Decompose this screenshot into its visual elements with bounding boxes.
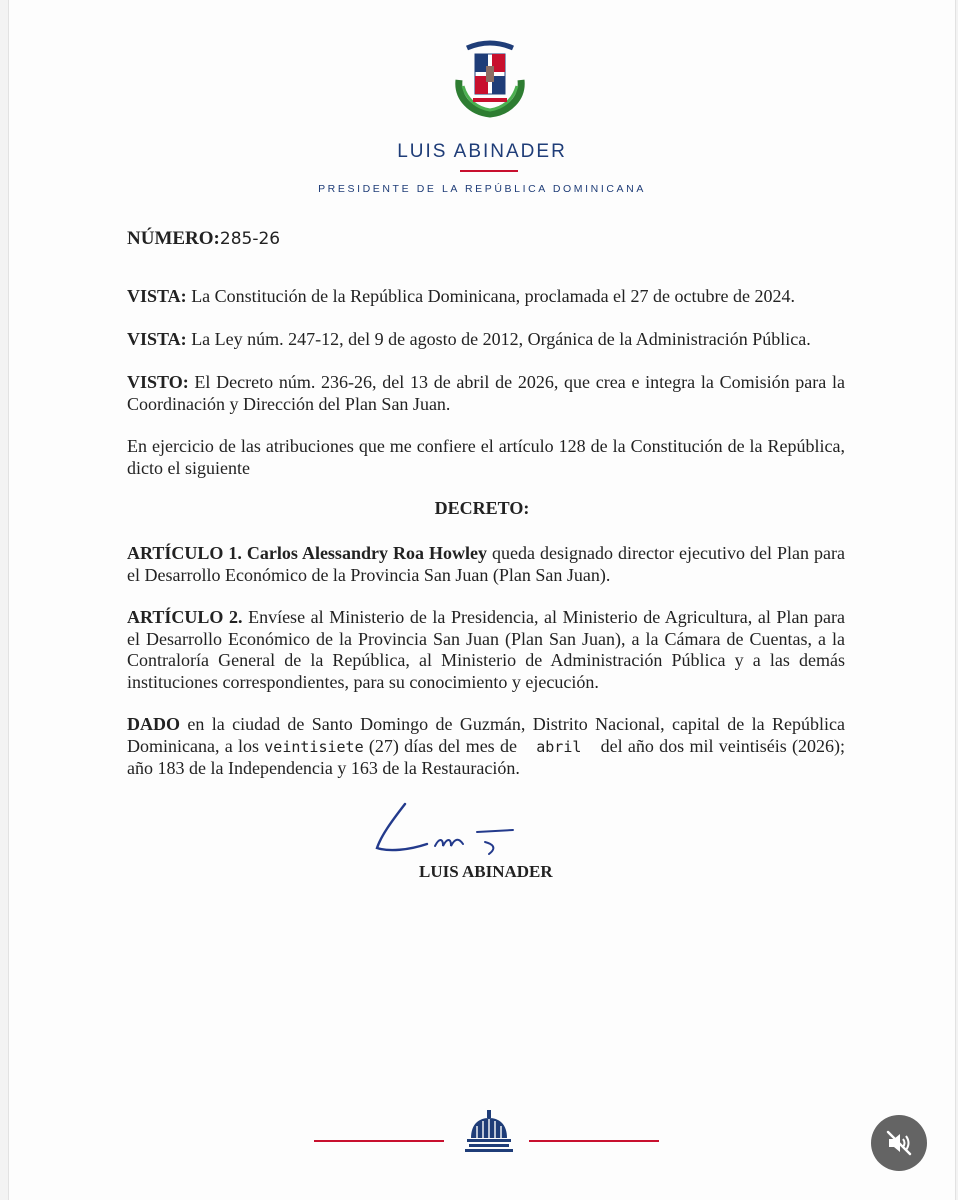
document-page — [8, 0, 956, 1200]
number-value: 285-26 — [219, 229, 281, 249]
mute-button[interactable] — [871, 1115, 927, 1171]
signature-icon — [373, 796, 523, 866]
article-1-text: queda designado director ejecutivo del Plan para el Desarrollo Económico de la Provincia San Juan (Plan San Juan). — [127, 543, 845, 585]
mute-icon — [884, 1128, 914, 1158]
visto — [127, 372, 845, 415]
decree-heading: DECRETO: — [434, 498, 530, 518]
article-2-text: Envíese al Ministerio de la Presidencia, al Ministerio de Agricultura, al Plan para el Desarrollo Económico de la Provincia San Juan (Plan San Juan), a la Cámara de Cuentas, a la Contraloría General de la República, al Ministerio de Administración Pública y a las demás instituciones correspondientes, para su conocimiento y ejecución. — [127, 607, 845, 692]
signatory-name: LUIS ABINADER — [419, 862, 553, 881]
coat-of-arms-icon — [449, 36, 531, 118]
preamble: En ejercicio de las atribuciones que me confiere el artículo 128 de la Constitución de la República, dicto el siguiente — [127, 436, 845, 478]
dado-text-1: en la ciudad de Santo Domingo de Guzmán, Distrito Nacional, capital de la República Dominicana, a los — [127, 714, 845, 756]
dado-text-3: del año dos mil veintiséis (2026); año 183 de la Independencia y 163 de la Restauración. — [127, 735, 845, 778]
header-name: LUIS ABINADER — [397, 141, 567, 162]
dado-text-2: días del mes de — [398, 735, 523, 756]
dado-month: abril — [536, 737, 582, 756]
vista-2-label: VISTA: — [127, 329, 187, 349]
header-title: PRESIDENTE DE LA REPÚBLICA DOMINICANA — [318, 183, 646, 195]
visto-label: VISTO: — [127, 372, 189, 392]
vista-2-text: La Ley núm. 247-12, del 9 de agosto de 2012, Orgánica de la Administración Pública. — [186, 329, 811, 349]
dado-day-words: veintisiete — [264, 737, 364, 756]
dado-label: DADO — [127, 714, 180, 734]
article-1 — [127, 543, 845, 586]
vista-1 — [127, 286, 845, 308]
dado-day-num: (27) — [363, 735, 399, 756]
vista-2 — [127, 329, 845, 351]
vista-1-label: VISTA: — [127, 286, 187, 306]
number-label: NÚMERO: — [127, 228, 220, 249]
footer-line-right — [529, 1140, 659, 1142]
article-2 — [127, 607, 845, 693]
header-divider — [460, 170, 518, 172]
vista-1-text: La Constitución de la República Dominicana, proclamada el 27 de octubre de 2024. — [186, 286, 795, 306]
article-1-label: ARTÍCULO 1. Carlos Alessandry Roa Howley — [127, 543, 487, 563]
decree-number — [127, 228, 280, 250]
footer-line-left — [314, 1140, 444, 1142]
visto-text: El Decreto núm. 236-26, del 13 de abril de 2026, que crea e integra la Comisión para la Coordinación y Dirección del Plan San Juan. — [127, 372, 845, 414]
article-2-label: ARTÍCULO 2. — [127, 607, 243, 627]
dome-icon — [463, 1108, 515, 1154]
dado-paragraph — [127, 714, 845, 780]
